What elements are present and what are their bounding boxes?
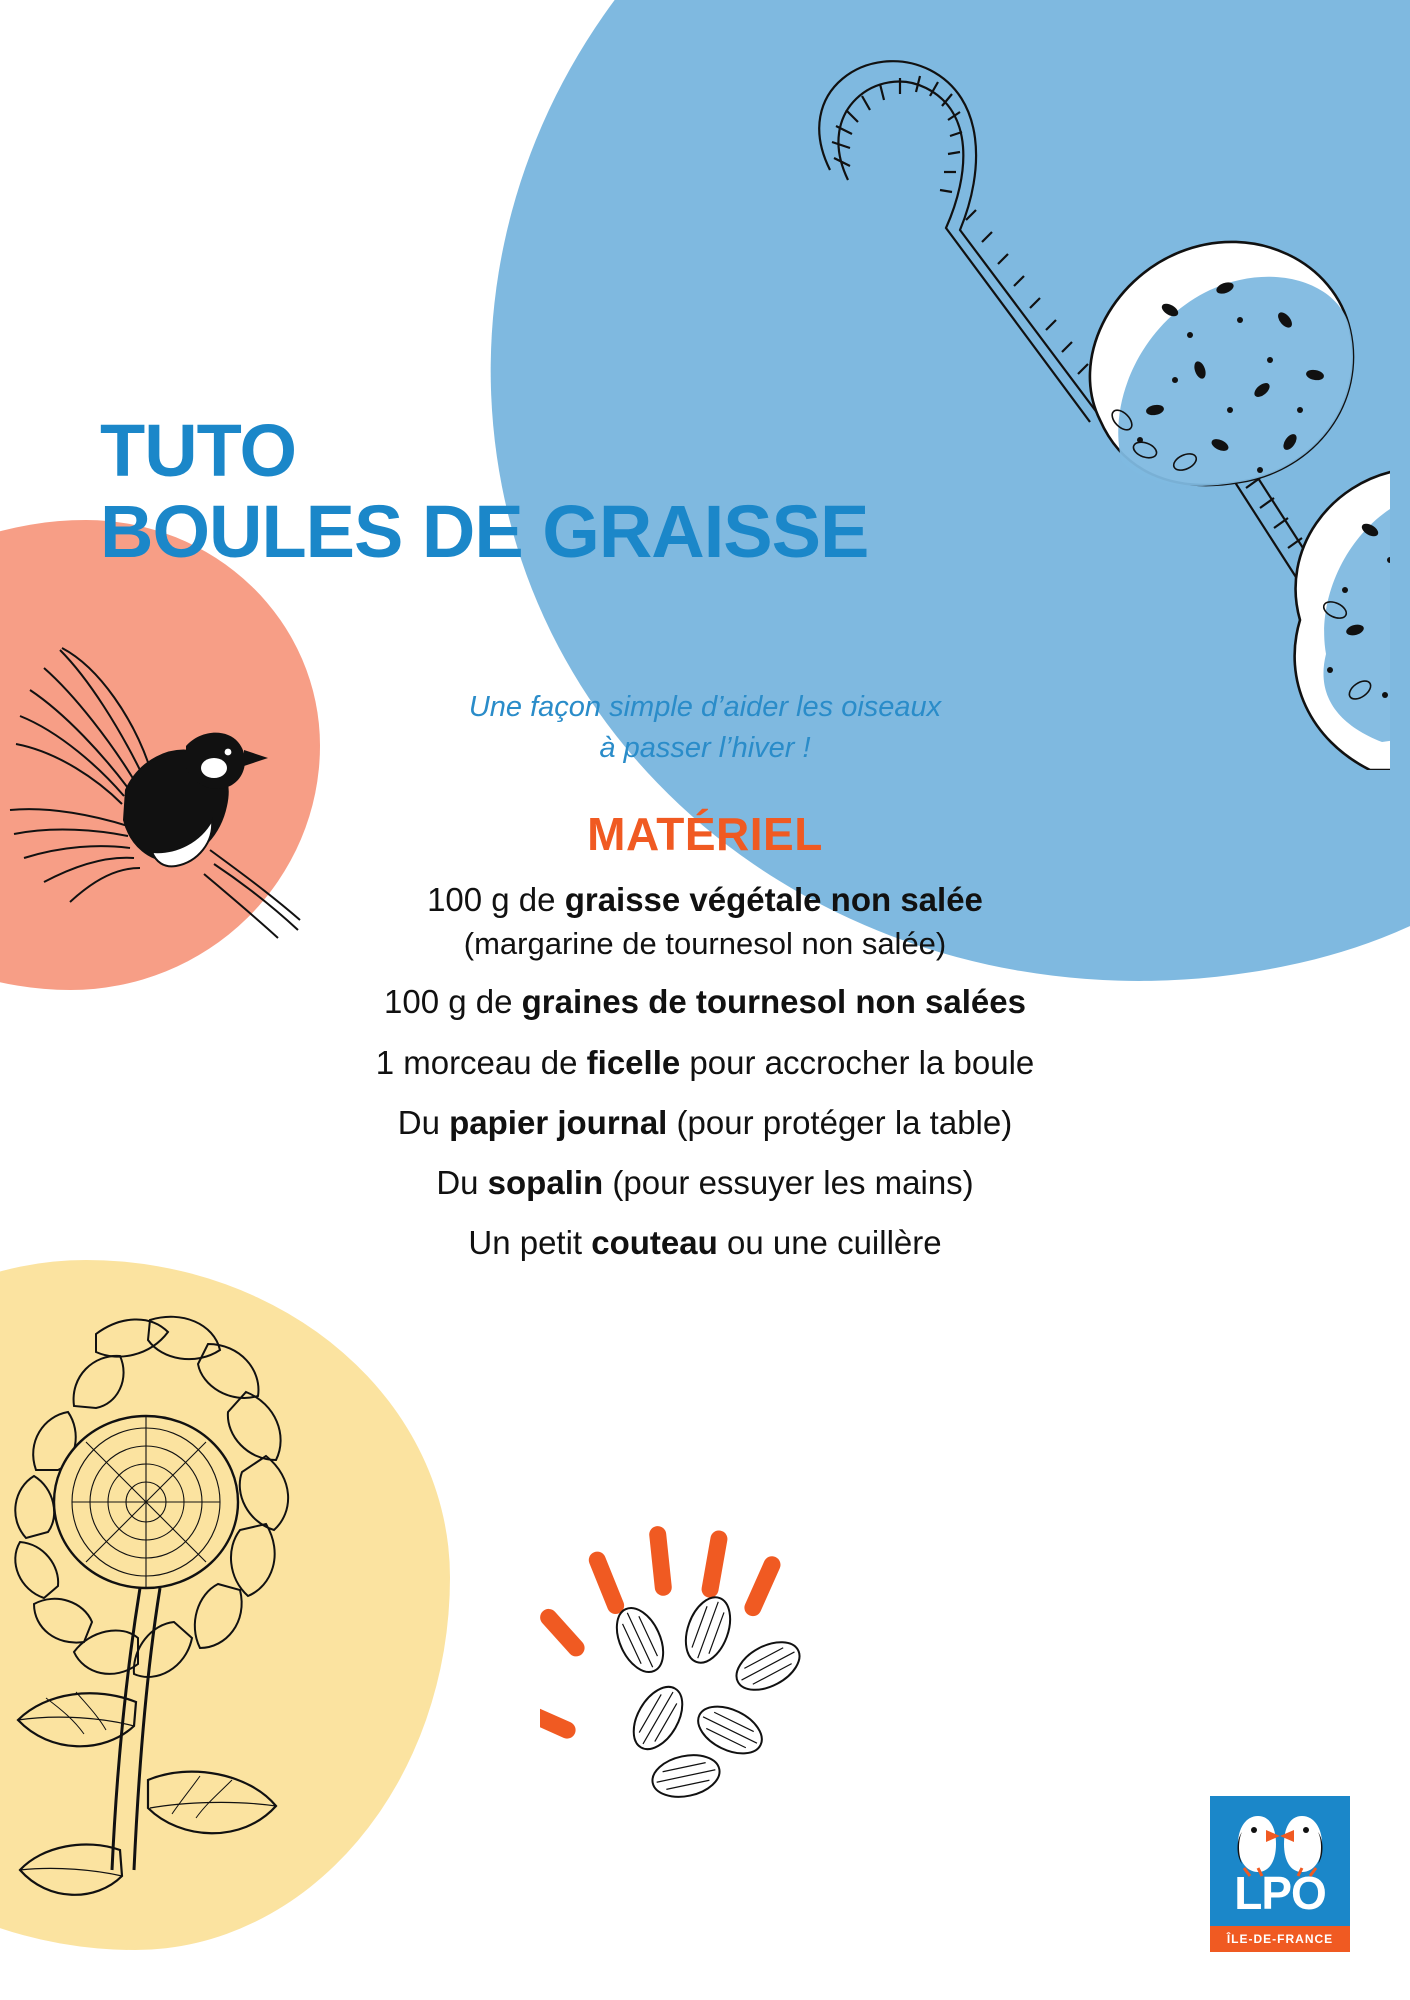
material-strong: graisse végétale non salée — [564, 881, 983, 919]
list-item — [205, 879, 1205, 963]
list-item — [205, 1162, 1205, 1204]
sunflower-seeds-illustration — [540, 1520, 870, 1810]
material-prefix: Du — [397, 1103, 450, 1141]
yellow-background-blob — [0, 1260, 450, 1950]
lpo-logo — [1210, 1796, 1350, 1952]
page-subtitle-heading: BOULES DE GRAISSE — [100, 490, 869, 574]
material-strong: papier journal — [449, 1103, 668, 1141]
material-prefix: Du — [436, 1164, 488, 1202]
material-prefix: 100 g de — [384, 983, 522, 1021]
tagline-line-2: à passer l’hiver ! — [599, 732, 811, 765]
logo-name: LPO — [1234, 1867, 1326, 1919]
tagline-line-1: Une façon simple d’aider les oiseaux — [468, 691, 942, 724]
material-suffix: (pour protéger la table) — [667, 1103, 1013, 1141]
logo-badge — [1210, 1796, 1350, 1926]
material-strong: graines de tournesol non salées — [521, 983, 1026, 1021]
list-item — [205, 1222, 1205, 1264]
material-note: (margarine de tournesol non salée) — [463, 925, 947, 961]
tagline — [345, 687, 1065, 769]
material-suffix: ou une cuillère — [717, 1224, 942, 1262]
material-prefix: 1 morceau de — [375, 1043, 587, 1081]
logo-caption: ÎLE-DE-FRANCE — [1210, 1926, 1350, 1952]
materials-section-heading: MATÉRIEL — [587, 808, 823, 861]
materials-list — [205, 879, 1205, 1264]
material-strong: couteau — [591, 1224, 718, 1262]
list-item — [205, 1102, 1205, 1144]
material-strong: ficelle — [586, 1043, 681, 1081]
material-prefix: 100 g de — [427, 881, 565, 919]
material-suffix: (pour essuyer les mains) — [603, 1164, 974, 1202]
page-title: TUTO — [100, 409, 297, 492]
material-strong: sopalin — [487, 1164, 604, 1202]
material-prefix: Un petit — [468, 1224, 592, 1262]
material-suffix: pour accrocher la boule — [680, 1043, 1035, 1081]
list-item — [205, 1042, 1205, 1084]
list-item — [205, 981, 1205, 1023]
